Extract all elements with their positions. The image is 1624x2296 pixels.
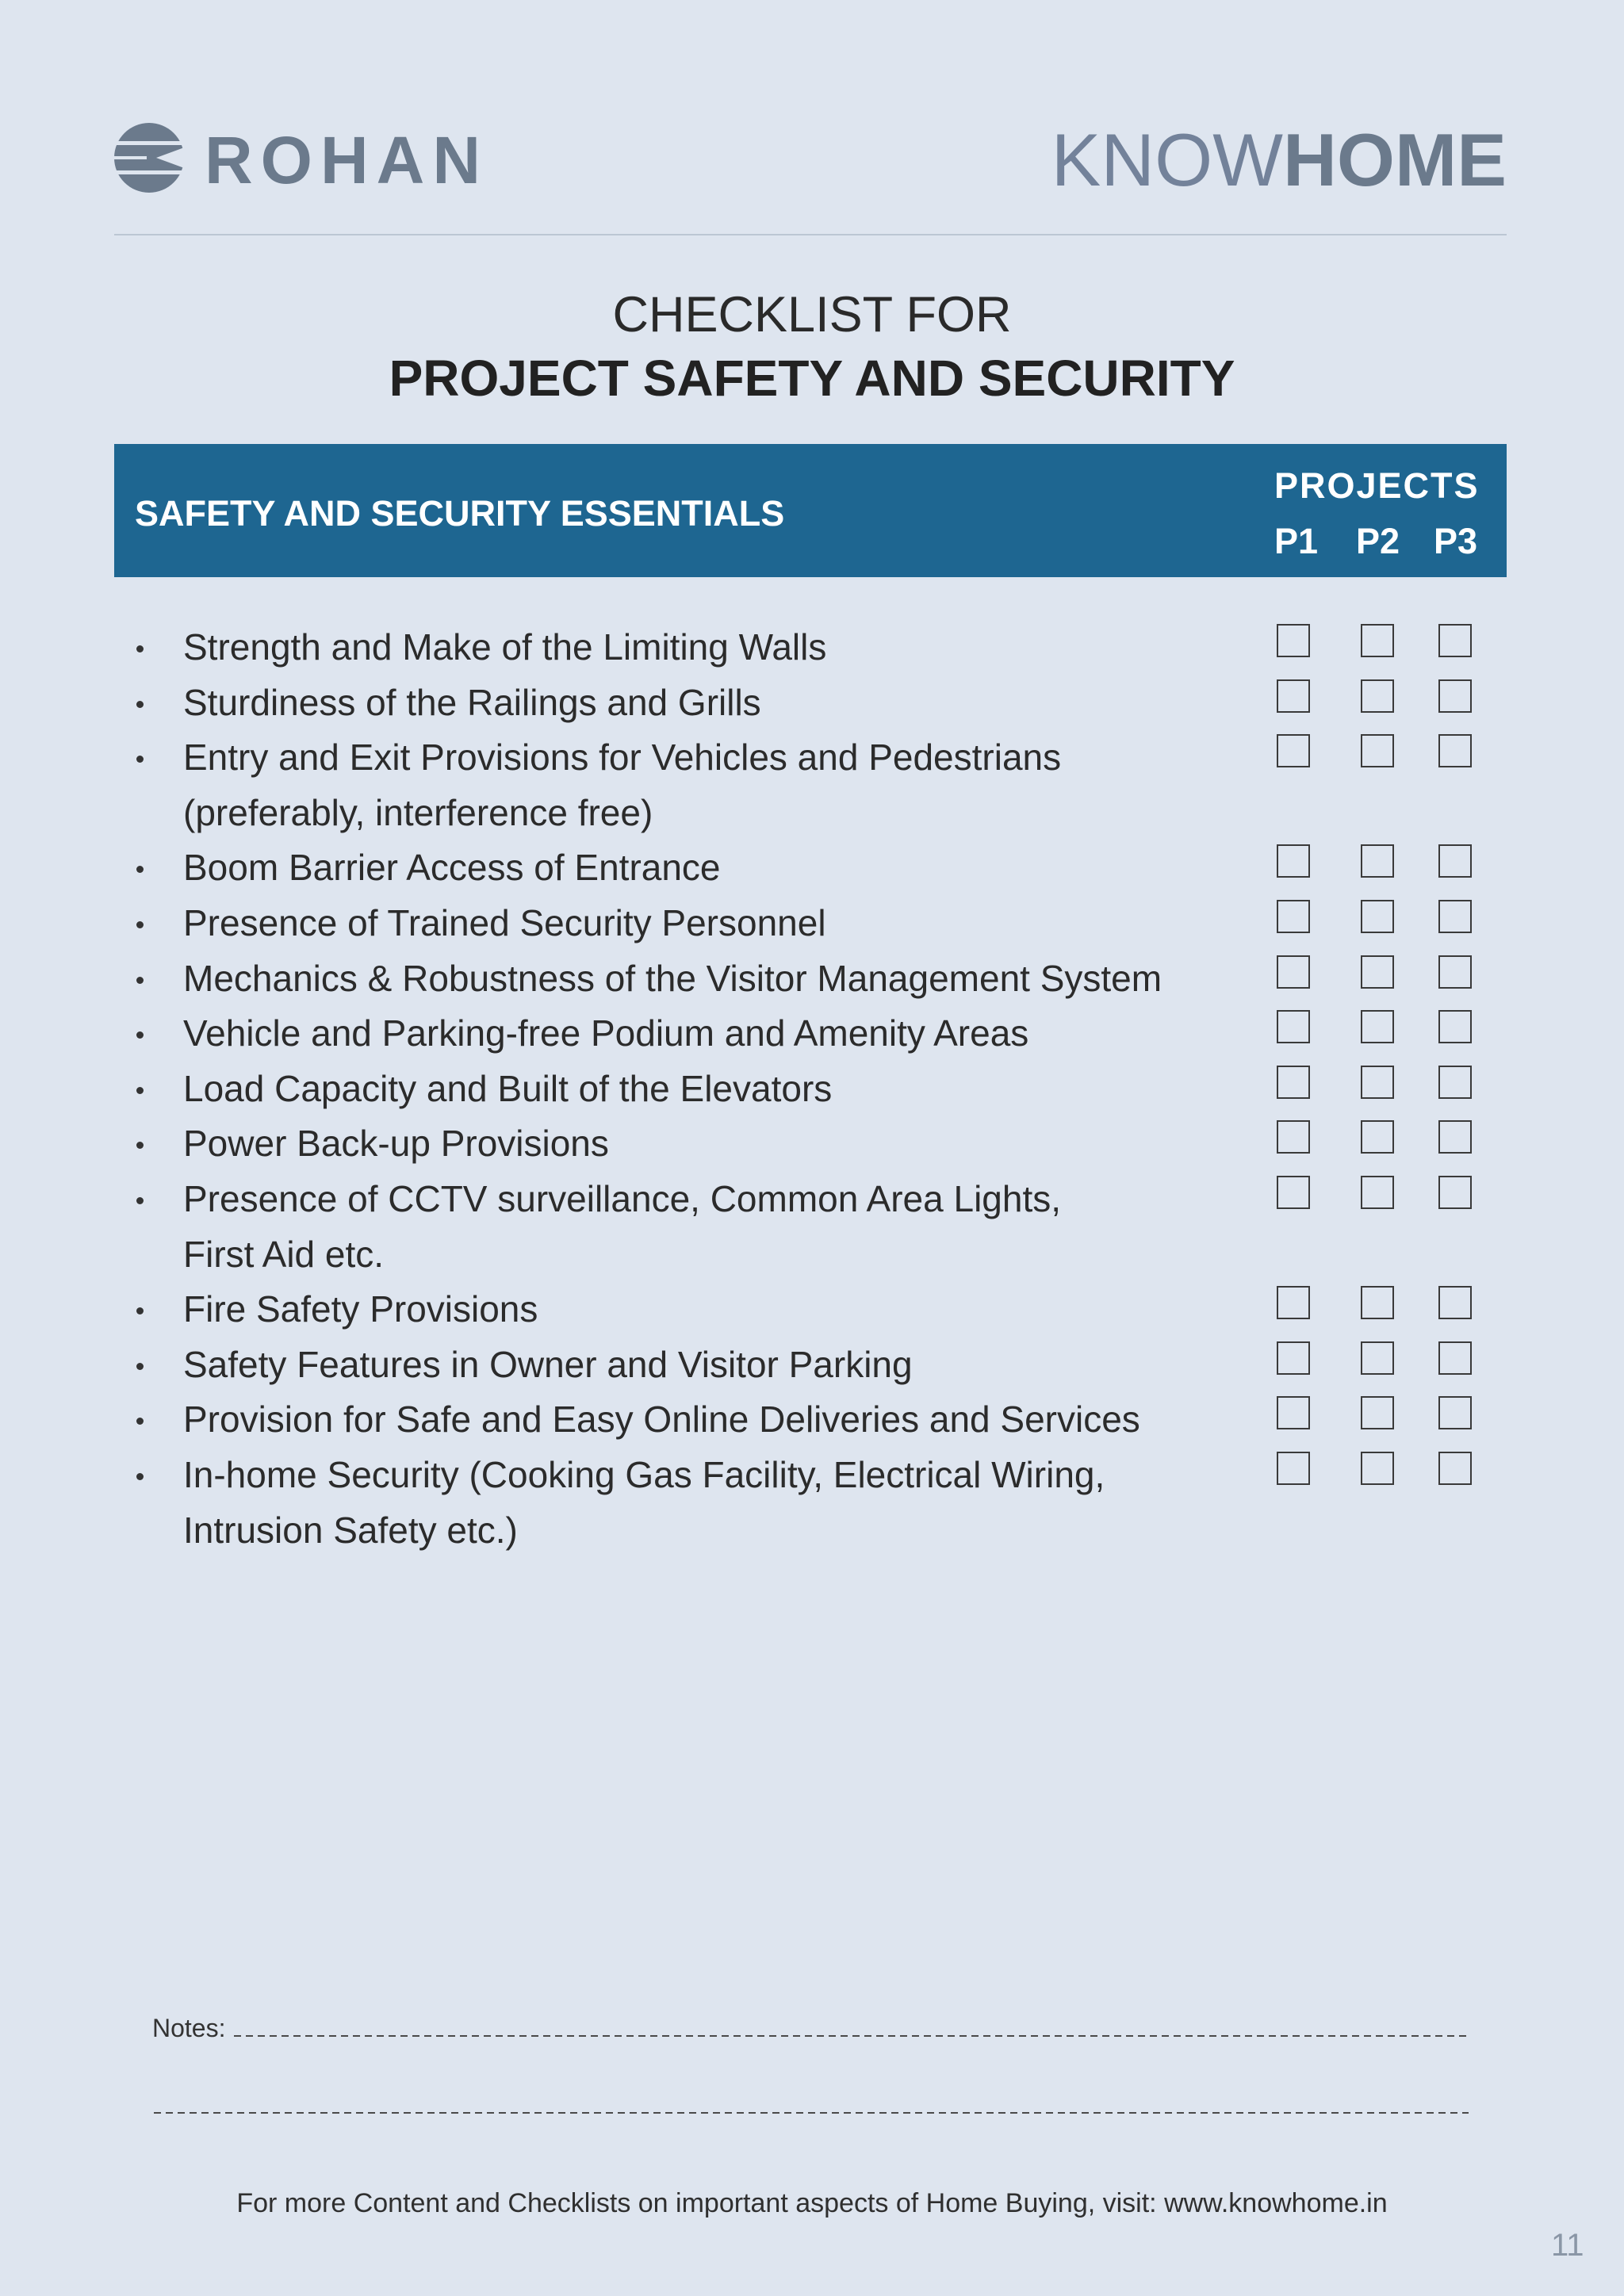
item-text-line: In-home Security (Cooking Gas Facility, Electrical Wiring, [183,1453,1105,1495]
item-text [183,1392,1140,1448]
checkbox-p2[interactable] [1361,1286,1394,1319]
checkbox-p3[interactable] [1438,900,1472,933]
project-label-p2: P2 [1356,521,1400,561]
checkbox-p2[interactable] [1361,734,1394,767]
bullet-dot [136,1142,144,1149]
bullet-dot [136,756,144,763]
checkbox-p1[interactable] [1277,734,1310,767]
item-text [183,1062,832,1117]
rohan-logo [113,122,185,193]
checkbox-p1[interactable] [1277,1010,1310,1043]
checkbox-p3[interactable] [1438,1176,1472,1209]
item-text [183,675,761,731]
checkbox-p1[interactable] [1277,955,1310,989]
checklist-item [0,896,1624,951]
checkbox-p1[interactable] [1277,844,1310,878]
bullet-dot [136,1363,144,1370]
checklist-item [0,1062,1624,1117]
checkbox-p3[interactable] [1438,734,1472,767]
checkbox-p2[interactable] [1361,900,1394,933]
checkbox-p3[interactable] [1438,679,1472,713]
checkbox-p2[interactable] [1361,624,1394,657]
checkbox-p2[interactable] [1361,1452,1394,1485]
projects-heading: PROJECTS [1274,465,1480,506]
checkbox-p1[interactable] [1277,679,1310,713]
checkbox-p2[interactable] [1361,844,1394,878]
notes-line-1 [234,2035,1469,2037]
item-text-line: Power Back-up Provisions [183,1123,609,1165]
item-text-line: First Aid etc. [183,1233,385,1275]
checkbox-p2[interactable] [1361,955,1394,989]
item-text-line: Intrusion Safety etc.) [183,1509,518,1551]
checkbox-p1[interactable] [1277,1286,1310,1319]
checklist-item [0,1337,1624,1393]
item-text-line: Provision for Safe and Easy Online Deliveries and Services [183,1399,1140,1441]
item-text-line: Sturdiness of the Railings and Grills [183,681,761,723]
item-text [183,840,721,896]
essentials-heading: SAFETY AND SECURITY ESSENTIALS [135,493,785,534]
item-text-line: Presence of CCTV surveillance, Common Area Lights, [183,1177,1062,1219]
bullet-dot [136,1473,144,1480]
item-text-line: Vehicle and Parking-free Podium and Amenity Areas [183,1012,1029,1054]
rohan-logo-icon [113,122,185,193]
checkbox-p3[interactable] [1438,955,1472,989]
item-text [183,1337,913,1393]
checkbox-p2[interactable] [1361,1396,1394,1429]
checklist-item [0,620,1624,675]
checkbox-p2[interactable] [1361,1120,1394,1154]
checklist [0,620,1624,1558]
checkbox-p3[interactable] [1438,1452,1472,1485]
checkbox-p1[interactable] [1277,1176,1310,1209]
checklist-item [0,1448,1624,1558]
footer-text: For more Content and Checklists on important aspects of Home Buying, visit: www.knowhome.in [236,2188,1388,2218]
item-text [183,1006,1028,1062]
item-text-line: Mechanics & Robustness of the Visitor Management System [183,957,1162,999]
item-text [183,1282,538,1337]
header-divider [114,234,1507,235]
item-text-line: (preferably, interference free) [183,791,653,833]
item-text-line: Presence of Trained Security Personnel [183,901,826,943]
checklist-item [0,1282,1624,1337]
notes-line-2 [154,2112,1469,2114]
item-text-line: Safety Features in Owner and Visitor Parking [183,1343,913,1385]
page-title-line2: PROJECT SAFETY AND SECURITY [389,350,1235,407]
item-text-line: Boom Barrier Access of Entrance [183,847,721,889]
checkbox-p3[interactable] [1438,1010,1472,1043]
item-text-line: Strength and Make of the Limiting Walls [183,626,827,668]
checklist-item [0,840,1624,896]
checkbox-p1[interactable] [1277,900,1310,933]
item-text [183,1448,1105,1558]
bullet-dot [136,977,144,984]
checkbox-p2[interactable] [1361,1066,1394,1099]
brand-home: HOME [1283,118,1507,201]
bullet-dot [136,866,144,873]
checkbox-p3[interactable] [1438,1120,1472,1154]
checkbox-p3[interactable] [1438,844,1472,878]
item-text [183,1116,609,1172]
item-text [183,620,826,675]
checkbox-p3[interactable] [1438,1341,1472,1375]
checklist-item [0,1172,1624,1282]
item-text [183,1172,1061,1282]
checklist-item [0,730,1624,840]
table-header-bar [114,444,1507,577]
checklist-item [0,1392,1624,1448]
page-title-line1: CHECKLIST FOR [612,287,1012,342]
checkbox-p1[interactable] [1277,1066,1310,1099]
item-text-line: Entry and Exit Provisions for Vehicles and Pedestrians [183,737,1062,779]
project-label-p1: P1 [1274,521,1319,561]
bullet-dot [136,1087,144,1094]
knowhome-logo [1051,118,1507,201]
checklist-item [0,1006,1624,1062]
checkbox-p3[interactable] [1438,624,1472,657]
page-number: 11 [1551,2228,1584,2263]
checkbox-p1[interactable] [1277,1452,1310,1485]
bullet-dot [136,921,144,928]
notes-label: Notes: [152,2014,226,2042]
checkbox-p1[interactable] [1277,1396,1310,1429]
checkbox-p3[interactable] [1438,1286,1472,1319]
checkbox-p1[interactable] [1277,1120,1310,1154]
checklist-item [0,951,1624,1007]
checkbox-p1[interactable] [1277,624,1310,657]
checkbox-p3[interactable] [1438,1396,1472,1429]
bullet-dot [136,1197,144,1204]
item-text [183,730,1061,840]
checkbox-p1[interactable] [1277,1341,1310,1375]
item-text-line: Fire Safety Provisions [183,1288,538,1330]
brand-know: KNOW [1051,118,1283,201]
bullet-dot [136,1418,144,1425]
checkbox-p2[interactable] [1361,1341,1394,1375]
checkbox-p3[interactable] [1438,1066,1472,1099]
bullet-dot [136,1031,144,1039]
checklist-item [0,1116,1624,1172]
item-text [183,896,826,951]
checkbox-p2[interactable] [1361,679,1394,713]
checkbox-p2[interactable] [1361,1176,1394,1209]
rohan-wordmark: ROHAN [205,123,488,197]
item-text-line: Load Capacity and Built of the Elevators [183,1067,833,1109]
project-label-p3: P3 [1434,521,1478,561]
item-text [183,951,1162,1007]
bullet-dot [136,1307,144,1314]
bullet-dot [136,645,144,652]
checklist-item [0,675,1624,731]
checkbox-p2[interactable] [1361,1010,1394,1043]
bullet-dot [136,701,144,708]
